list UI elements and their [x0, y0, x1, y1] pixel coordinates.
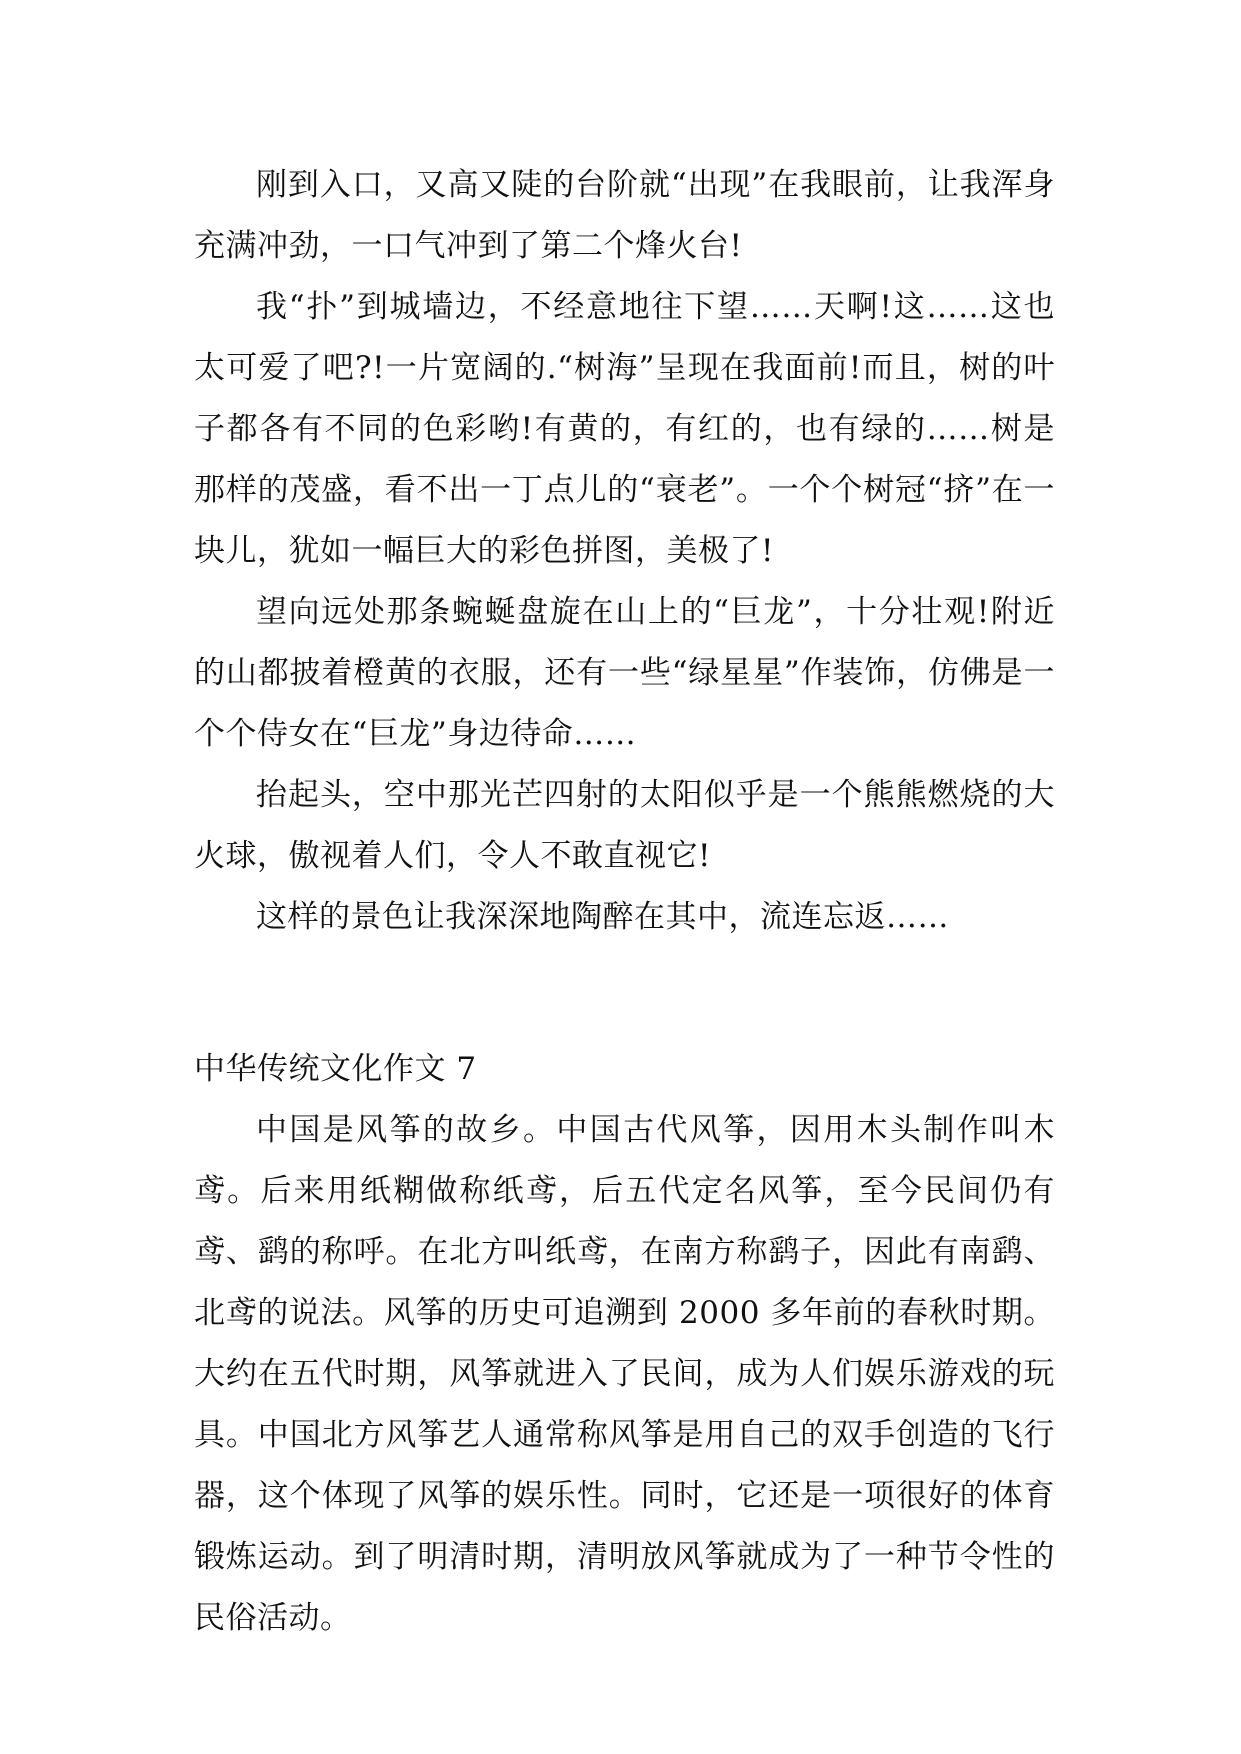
paragraph-entrance: 刚到入口，又高又陡的台阶就“出现”在我眼前，让我浑身充满冲劲，一口气冲到了第二个烽火台! — [194, 167, 1055, 264]
paragraph-tree-sea: 我“扑”到城墙边，不经意地往下望……天啊!这……这也太可爱了吧?!一片宽阔的.“树海”呈现在我面前!而且，树的叶子都各有不同的色彩哟!有黄的，有红的，也有绿的……树是那样的茂盛，看不出一丁点儿的“衰老”。一个个树冠“挤”在一块儿，犹如一幅巨大的彩色拼图，美极了! — [194, 289, 1055, 569]
section-heading: 中华传统文化作文 7 — [194, 1051, 477, 1087]
section-essay-7 — [194, 1039, 1055, 1649]
paragraph-kite-history: 中国是风筝的故乡。中国古代风筝，因用木头制作叫木鸢。后来用纸糊做称纸鸢，后五代定名风筝，至今民间仍有鸢、鹞的称呼。在北方叫纸鸢，在南方称鹞子，因此有南鹞、北鸢的说法。风筝的历史可追溯到 2000 多年前的春秋时期。大约在五代时期，风筝就进入了民间，成为人们娱乐游戏的玩具。中国北方风筝艺人通常称风筝是用自己的双手创造的飞行器，这个体现了风筝的娱乐性。同时，它还是一项很好的体育锻炼运动。到了明清时期，清明放风筝就成为了一种节令性的民俗活动。 — [194, 1112, 1055, 1636]
paragraph-great-wall-dragon: 望向远处那条蜿蜒盘旋在山上的“巨龙”，十分壮观!附近的山都披着橙黄的衣服，还有一些“绿星星”作装饰，仿佛是一个个侍女在“巨龙”身边待命…… — [194, 594, 1055, 752]
paragraph-sun: 抬起头，空中那光芒四射的太阳似乎是一个熊熊燃烧的大火球，傲视着人们，令人不敢直视它! — [194, 777, 1055, 874]
paragraph-conclusion: 这样的景色让我深深地陶醉在其中，流连忘返…… — [256, 899, 949, 935]
section-essay-6-ending — [194, 155, 1055, 948]
section-spacer — [194, 948, 1055, 1039]
